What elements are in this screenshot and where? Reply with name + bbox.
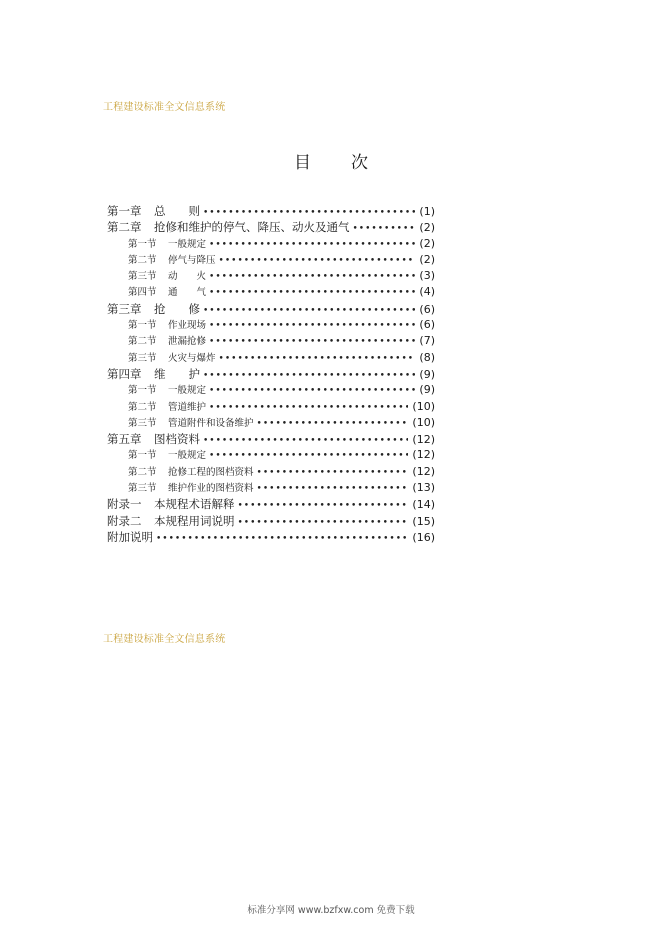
toc-section-entry[interactable] — [107, 268, 435, 284]
toc-entry-title: 动 火 — [168, 271, 207, 283]
toc-page-number: (12) — [412, 433, 435, 447]
toc-entry-number: 第一节 — [128, 385, 157, 397]
toc-chapter-entry[interactable] — [107, 219, 435, 235]
toc-page-number: (3) — [419, 269, 435, 283]
toc-entry-number: 第二节 — [128, 401, 157, 413]
toc-leader-dots — [257, 484, 409, 494]
toc-entry-title: 一般规定 — [168, 238, 207, 250]
toc-entry-title: 本规程术语解释 — [154, 497, 235, 512]
toc-entry-number: 第五章 — [107, 432, 142, 447]
toc-entry-number: 第二章 — [107, 220, 142, 235]
toc-section-entry[interactable] — [107, 236, 435, 252]
toc-leader-dots — [209, 403, 408, 413]
toc-entry-number: 第三节 — [128, 352, 157, 364]
toc-entry-number: 第二节 — [128, 254, 157, 266]
toc-chapter-entry[interactable] — [107, 513, 435, 529]
toc-section-entry[interactable] — [107, 333, 435, 349]
toc-leader-dots — [209, 288, 415, 298]
toc-chapter-entry[interactable] — [107, 203, 435, 219]
toc-entry-title: 抢修和维护的停气、降压、动火及通气 — [154, 220, 350, 235]
toc-page-number: (12) — [412, 464, 435, 478]
toc-chapter-entry[interactable] — [107, 431, 435, 447]
toc-page-number: (9) — [419, 383, 435, 397]
toc-entry-number: 第二节 — [128, 466, 157, 478]
toc-page-number: (10) — [412, 415, 435, 429]
toc-leader-dots — [257, 468, 409, 478]
table-of-contents — [107, 203, 435, 545]
toc-leader-dots — [219, 354, 416, 364]
toc-entry-number: 第二节 — [128, 336, 157, 348]
toc-page-number: (4) — [419, 285, 435, 299]
toc-entry-number: 第三节 — [128, 271, 157, 283]
toc-entry-title: 维护作业的图档资料 — [168, 483, 254, 495]
toc-leader-dots — [209, 240, 415, 250]
toc-section-entry[interactable] — [107, 284, 435, 300]
toc-section-entry[interactable] — [107, 447, 435, 463]
toc-page-number: (7) — [419, 334, 435, 348]
toc-page-number: (6) — [419, 302, 435, 316]
toc-entry-number: 第一节 — [128, 320, 157, 332]
toc-leader-dots — [219, 256, 416, 266]
footer-download-note: 标准分享网 www.bzfxw.com 免费下载 — [247, 905, 415, 916]
toc-entry-number: 第四章 — [107, 366, 142, 381]
toc-leader-dots — [209, 337, 415, 347]
toc-leader-dots — [209, 451, 408, 461]
toc-page-number: (6) — [419, 318, 435, 332]
toc-chapter-entry[interactable] — [107, 301, 435, 317]
toc-leader-dots — [353, 224, 416, 234]
toc-entry-title: 一般规定 — [168, 450, 207, 462]
toc-section-entry[interactable] — [107, 317, 435, 333]
toc-leader-dots — [238, 501, 409, 511]
toc-entry-title: 图档资料 — [154, 432, 200, 447]
toc-section-entry[interactable] — [107, 382, 435, 398]
toc-entry-number: 第一章 — [107, 204, 142, 218]
toc-entry-number: 附加说明 — [107, 529, 153, 544]
toc-section-entry[interactable] — [107, 464, 435, 480]
toc-entry-title: 本规程用词说明 — [154, 513, 235, 528]
toc-chapter-entry[interactable] — [107, 496, 435, 512]
toc-leader-dots — [209, 386, 415, 396]
toc-leader-dots — [238, 518, 409, 528]
toc-entry-title: 总 则 — [154, 204, 200, 218]
toc-page-number: (2) — [419, 236, 435, 250]
toc-entry-number: 第四节 — [128, 287, 157, 299]
toc-entry-title: 维 护 — [154, 366, 200, 381]
toc-page-number: (15) — [412, 514, 435, 528]
toc-chapter-entry[interactable] — [107, 529, 435, 545]
toc-entry-title: 管道维护 — [168, 401, 207, 413]
toc-entry-title: 抢 修 — [154, 301, 200, 316]
toc-page-number: (14) — [412, 498, 435, 512]
toc-entry-title: 作业现场 — [168, 320, 207, 332]
toc-leader-dots — [209, 321, 415, 331]
page-title — [0, 148, 662, 173]
toc-entry-number: 第一节 — [128, 450, 157, 462]
toc-entry-title: 泄漏抢修 — [168, 336, 207, 348]
toc-entry-title: 停气与降压 — [168, 254, 216, 266]
toc-entry-number: 第三节 — [128, 483, 157, 495]
toc-entry-title: 一般规定 — [168, 385, 207, 397]
toc-leader-dots — [203, 208, 415, 218]
toc-leader-dots — [209, 272, 415, 282]
toc-entry-title: 通 气 — [168, 287, 207, 299]
toc-entry-title: 管道附件和设备维护 — [168, 417, 254, 429]
toc-section-entry[interactable] — [107, 350, 435, 366]
toc-leader-dots — [203, 436, 408, 446]
toc-entry-number: 附录一 — [107, 497, 142, 512]
header-watermark-top: 工程建设标准全文信息系统 — [103, 102, 226, 113]
title-part-1: 目 — [294, 153, 311, 173]
header-watermark-bottom: 工程建设标准全文信息系统 — [103, 634, 226, 645]
title-part-2: 次 — [351, 153, 368, 173]
toc-page-number: (12) — [412, 448, 435, 462]
toc-page-number: (16) — [412, 530, 435, 544]
toc-section-entry[interactable] — [107, 252, 435, 268]
toc-section-entry[interactable] — [107, 480, 435, 496]
toc-leader-dots — [203, 306, 415, 316]
toc-entry-number: 附录二 — [107, 513, 142, 528]
toc-section-entry[interactable] — [107, 415, 435, 431]
toc-page-number: (8) — [419, 350, 435, 364]
toc-page-number: (2) — [419, 221, 435, 235]
toc-page-number: (1) — [419, 205, 435, 218]
toc-page-number: (10) — [412, 399, 435, 413]
toc-leader-dots — [156, 534, 408, 544]
toc-page-number: (9) — [419, 367, 435, 381]
toc-page-number: (13) — [412, 481, 435, 495]
toc-chapter-entry[interactable] — [107, 366, 435, 382]
toc-leader-dots — [257, 419, 409, 429]
toc-entry-title: 抢修工程的图档资料 — [168, 466, 254, 478]
toc-leader-dots — [203, 371, 415, 381]
toc-entry-number: 第三章 — [107, 301, 142, 316]
toc-entry-number: 第三节 — [128, 417, 157, 429]
toc-section-entry[interactable] — [107, 399, 435, 415]
toc-entry-number: 第一节 — [128, 238, 157, 250]
toc-entry-title: 火灾与爆炸 — [168, 352, 216, 364]
toc-page-number: (2) — [419, 252, 435, 266]
